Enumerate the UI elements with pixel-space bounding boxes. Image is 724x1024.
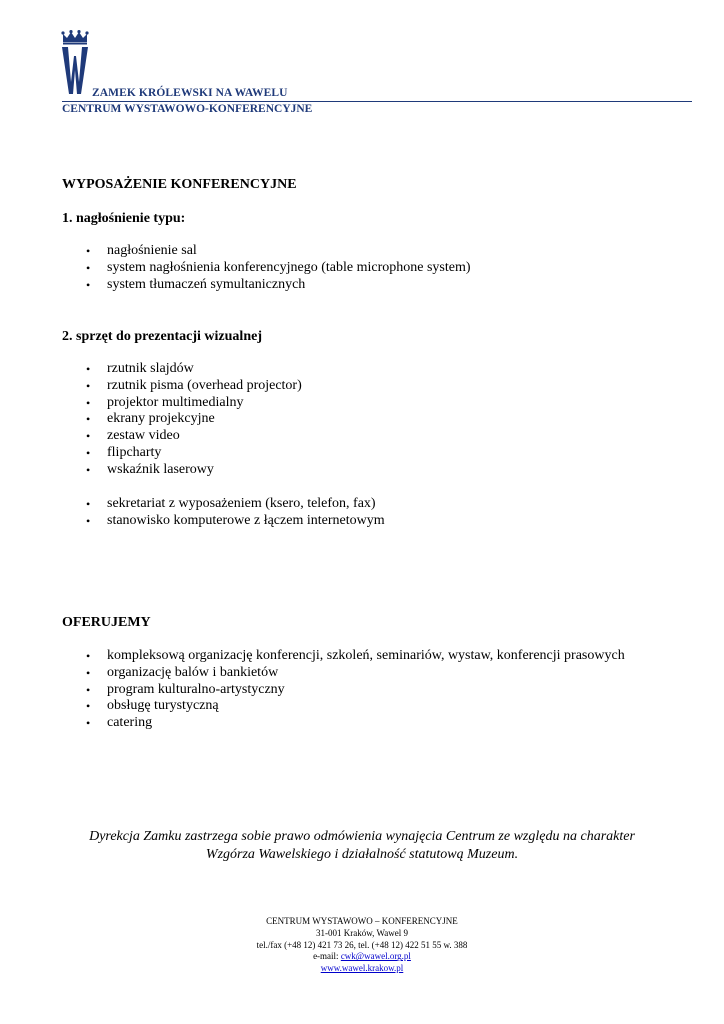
crowned-w-logo-icon bbox=[60, 30, 90, 96]
website-link[interactable]: www.wawel.krakow.pl bbox=[320, 963, 404, 974]
list-item: • rzutnik pisma (overhead projector) bbox=[0, 378, 302, 395]
section2-extra-list bbox=[0, 496, 385, 530]
contact-footer bbox=[0, 916, 724, 975]
disclaimer-note bbox=[0, 828, 724, 864]
disclaimer-line-2: Wzgórza Wawelskiego i działalność statutową Muzeum. bbox=[205, 847, 519, 862]
list-item: • zestaw video bbox=[0, 428, 302, 445]
footer-phone: tel./fax (+48 12) 421 73 26, tel. (+48 12) 422 51 55 w. 388 bbox=[256, 939, 468, 950]
email-label: e-mail: bbox=[313, 951, 341, 962]
disclaimer-line-1: Dyrekcja Zamku zastrzega sobie prawo odmówienia wynajęcia Centrum ze względu na charakter bbox=[89, 829, 635, 844]
list-item: • flipcharty bbox=[0, 445, 302, 462]
list-item: • kompleksową organizację konferencji, szkoleń, seminariów, wystaw, konferencji prasowych bbox=[0, 648, 625, 665]
list-item: • sekretariat z wyposażeniem (ksero, telefon, fax) bbox=[0, 496, 385, 513]
email-link[interactable]: cwk@wawel.org.pl bbox=[340, 951, 411, 962]
footer-website-line bbox=[0, 963, 724, 975]
footer-center-name: CENTRUM WYSTAWOWO – KONFERENCYJNE bbox=[266, 916, 458, 926]
list-item: • obsługę turystyczną bbox=[0, 698, 625, 715]
list-item: • rzutnik slajdów bbox=[0, 361, 302, 378]
list-item: • wskaźnik laserowy bbox=[0, 462, 302, 479]
page-title: WYPOSAŻENIE KONFERENCYJNE bbox=[62, 177, 297, 192]
offer-heading: OFERUJEMY bbox=[62, 615, 151, 630]
institution-name: ZAMEK KRÓLEWSKI NA WAWELU bbox=[92, 87, 288, 99]
section2-heading: 2. sprzęt do prezentacji wizualnej bbox=[62, 329, 262, 344]
list-item: • projektor multimedialny bbox=[0, 395, 302, 412]
list-item: • stanowisko komputerowe z łączem internetowym bbox=[0, 513, 385, 530]
offer-list bbox=[0, 648, 625, 732]
list-item: • catering bbox=[0, 715, 625, 732]
section1-list bbox=[0, 243, 471, 293]
list-item: • ekrany projekcyjne bbox=[0, 411, 302, 428]
section2-list bbox=[0, 361, 302, 479]
footer-email-line bbox=[0, 951, 724, 963]
list-item: • system tłumaczeń symultanicznych bbox=[0, 277, 471, 294]
list-item: • organizację balów i bankietów bbox=[0, 665, 625, 682]
list-item: • program kulturalno-artystyczny bbox=[0, 682, 625, 699]
section1-heading: 1. nagłośnienie typu: bbox=[62, 211, 186, 226]
list-item: • nagłośnienie sal bbox=[0, 243, 471, 260]
list-item: • system nagłośnienia konferencyjnego (table microphone system) bbox=[0, 260, 471, 277]
header-divider bbox=[62, 101, 692, 102]
center-name: CENTRUM WYSTAWOWO-KONFERENCYJNE bbox=[62, 103, 313, 115]
footer-address: 31-001 Kraków, Wawel 9 bbox=[315, 927, 408, 938]
